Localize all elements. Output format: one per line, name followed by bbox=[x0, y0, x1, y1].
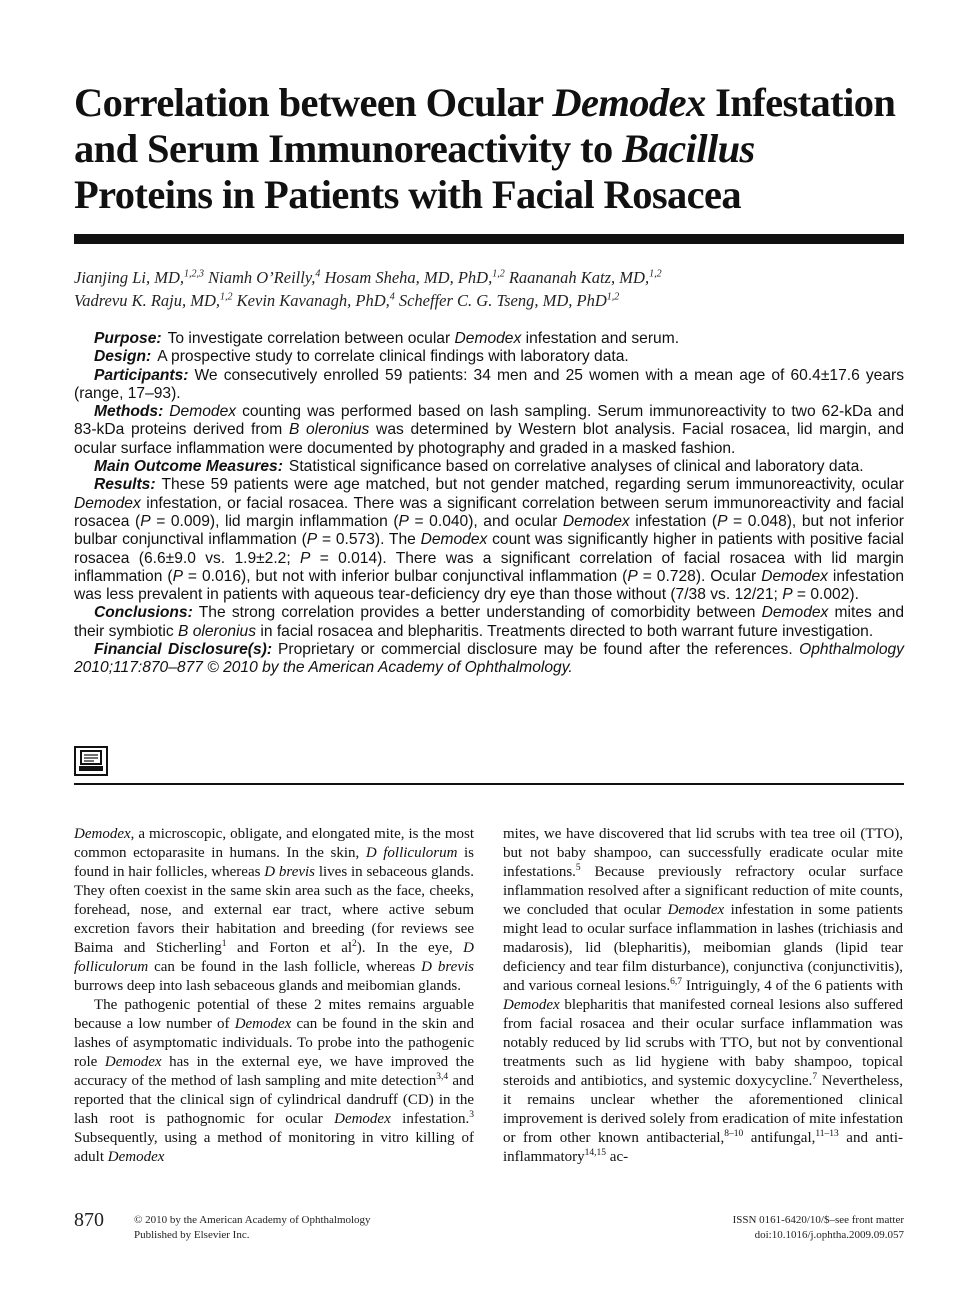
abstract-section bbox=[74, 476, 904, 604]
author-name: Scheffer C. G. Tseng, MD, PhD bbox=[394, 291, 607, 310]
computer-monitor-icon[interactable] bbox=[74, 746, 108, 776]
text-run: = 0.048), but not inferior bulbar conjunctival inflammation ( bbox=[74, 512, 904, 549]
text-run: blepharitis that manifested corneal lesions also suffered from facial rosacea and their ocular surface inflammation was notably reduced by lid scrubs with TTO, but not by conventional treatments such as lid hygiene with baby shampoo, topical steroids and antibiotics, and systemic doxycycline. bbox=[503, 997, 903, 1089]
italic-text: D brevis bbox=[421, 959, 474, 975]
affiliation-ref: 1,2 bbox=[606, 291, 620, 303]
italic-text: P bbox=[300, 549, 311, 567]
citation-ref[interactable]: 6,7 bbox=[670, 977, 682, 987]
text-run: Statistical significance based on correlative analyses of clinical and laboratory data. bbox=[288, 458, 864, 476]
copyright: © 2010 by the American Academy of Ophthalmology Published by Elsevier Inc. bbox=[134, 1214, 371, 1241]
italic-text: D folliculorum bbox=[365, 845, 458, 861]
text-run: burrows deep into lash sebaceous glands and meibomian glands. bbox=[74, 978, 461, 994]
abstract-section-label: Design: bbox=[94, 348, 152, 366]
abstract-section-label: Financial Disclosure(s): bbox=[94, 641, 273, 659]
italic-text: Demodex bbox=[74, 826, 131, 842]
text-run: has in the external eye, we have improved the accuracy of the method of lash sampling and mite detection bbox=[74, 1054, 474, 1089]
italic-text: Demodex bbox=[234, 1016, 292, 1032]
text-run: Intriguingly, 4 of the 6 patients with bbox=[682, 978, 903, 994]
article-title bbox=[74, 80, 914, 218]
text-run: is found in hair follicles, whereas bbox=[74, 845, 474, 880]
text-run: = 0.014). There was a significant correlation of facial rosacea with lid margin inflammation ( bbox=[74, 549, 904, 585]
text-run: These 59 patients were age matched, but not gender matched, regarding serum immunoreactivity, ocular bbox=[161, 476, 904, 494]
text-run: Nevertheless, it remains unclear whether the aforementioned clinical improvement is derived solely from eradication of mite infestation or from other known antibacterial, bbox=[503, 1073, 903, 1146]
page-footer bbox=[74, 1207, 904, 1247]
text-run: counting was performed based on lash sampling. Serum immunoreactivity to two 62-kDa and 83-kDa proteins derived from bbox=[74, 403, 904, 439]
text-run: A prospective study to correlate clinical findings with laboratory data. bbox=[157, 348, 629, 366]
italic-text: P bbox=[627, 567, 638, 585]
italic-text: B oleronius bbox=[178, 622, 257, 640]
affiliation-ref: 4 bbox=[389, 291, 395, 303]
affiliation-ref: 4 bbox=[315, 268, 321, 280]
text-run: = 0.573). The bbox=[317, 531, 421, 549]
affiliation-ref: 1,2 bbox=[492, 268, 505, 280]
citation-ref[interactable]: 11–13 bbox=[815, 1129, 839, 1139]
page-number: 870 bbox=[74, 1209, 104, 1231]
abstract-section-label: Main Outcome Measures: bbox=[94, 458, 283, 476]
italic-text: Demodex bbox=[761, 567, 828, 585]
italic-text: Demodex bbox=[334, 1111, 391, 1127]
abstract-section-label: Methods: bbox=[94, 403, 164, 421]
author-line-2 bbox=[74, 289, 904, 312]
italic-text: B oleronius bbox=[288, 421, 370, 439]
italic-text: Demodex bbox=[454, 330, 522, 347]
text-run: Because previously refractory ocular surface inflammation resolved after a significant reduction of mite counts, we concluded that ocular bbox=[503, 864, 903, 918]
abstract-section-label: Participants: bbox=[94, 366, 189, 384]
abstract-section bbox=[74, 458, 904, 476]
abstract-rule bbox=[74, 783, 904, 785]
italic-text: P bbox=[398, 512, 409, 530]
text-run: = 0.016), but not with inferior bulbar conjunctival inflammation ( bbox=[182, 567, 628, 585]
text-run: infestation in some patients might lead to ocular surface inflammation in lashes (trichiasis and madarosis), lid (blepharitis), meibomian glands (lipid tear deficiency and tear film disturbance), conjunctiva (conjunctivitis), and various corneal lesions. bbox=[503, 902, 903, 994]
title-line-1: Correlation between Ocular Demodex Infestation bbox=[74, 80, 896, 125]
text-run: To investigate correlation between ocular bbox=[167, 330, 455, 347]
text-run: infestation, or facial rosacea. There was a significant correlation between serum immunoreactivity and facial rosacea ( bbox=[74, 494, 904, 530]
author-line-1 bbox=[74, 266, 904, 289]
text-run: and reported that the clinical sign of cylindrical dandruff (CD) in the lash root is pathognomic for ocular bbox=[74, 1073, 474, 1127]
text-run: and Forton et al bbox=[226, 940, 353, 956]
body-column-right bbox=[503, 825, 903, 1167]
text-run: The strong correlation provides a better understanding of comorbidity between bbox=[198, 604, 762, 622]
text-run: and anti-inflammatory bbox=[503, 1130, 903, 1165]
italic-text: P bbox=[306, 531, 318, 549]
abstract bbox=[74, 330, 904, 678]
abstract-section bbox=[74, 604, 904, 641]
title-line-2: and Serum Immunoreactivity to Bacillus bbox=[74, 126, 755, 171]
author-name: Hosam Sheha, MD, PhD, bbox=[320, 268, 493, 287]
citation-ref[interactable]: 5 bbox=[575, 863, 581, 873]
affiliation-ref: 1,2 bbox=[220, 291, 233, 303]
abstract-section bbox=[74, 403, 904, 458]
abstract-section bbox=[74, 641, 904, 678]
author-list bbox=[74, 266, 904, 312]
body-column-left bbox=[74, 825, 474, 1167]
abstract-section bbox=[74, 367, 904, 404]
italic-text: P bbox=[140, 512, 151, 530]
text-run: mites, we have discovered that lid scrubs with tea tree oil (TTO), but not baby shampoo, can successfully eradicate ocular mite infestations. bbox=[503, 826, 903, 880]
text-run: in facial rosacea and blepharitis. Treatments directed to both warrant future investigation. bbox=[256, 622, 874, 640]
text-run: ac- bbox=[606, 1149, 629, 1165]
text-run: lives in sebaceous glands. They often coexist in the same skin area such as the face, cheeks, forehead, nose, and external ear tract, where active sebum excretion favors their habitation and breeding (for reviews see Baima and Sticherling bbox=[74, 864, 474, 956]
affiliation-ref: 1,2 bbox=[649, 268, 662, 280]
text-run: antifungal, bbox=[743, 1130, 816, 1146]
italic-text: Demodex bbox=[169, 403, 237, 421]
italic-text: Demodex bbox=[420, 531, 488, 549]
citation-ref[interactable]: 7 bbox=[812, 1072, 818, 1082]
abstract-section bbox=[74, 330, 904, 348]
text-run: The pathogenic potential of these 2 mites remains arguable because a low number of bbox=[74, 997, 474, 1032]
doi[interactable]: doi:10.1016/j.ophtha.2009.09.057 bbox=[754, 1229, 904, 1241]
abstract-section-label: Results: bbox=[94, 476, 156, 494]
citation-ref[interactable]: 1 bbox=[221, 939, 227, 949]
author-name: Jianjing Li, MD, bbox=[74, 268, 184, 287]
italic-text: Demodex bbox=[503, 997, 560, 1013]
text-run: Proprietary or commercial disclosure may be found after the references. bbox=[278, 641, 800, 659]
text-run: mites and their symbiotic bbox=[74, 604, 904, 640]
italic-text: Ophthalmology 2010;117:870–877 © 2010 by the American Academy of Ophthalmology. bbox=[74, 641, 904, 677]
author-name: Raananah Katz, MD, bbox=[504, 268, 650, 287]
body-paragraph bbox=[503, 825, 903, 1167]
body-paragraph bbox=[74, 996, 474, 1167]
issn: ISSN 0161-6420/10/$–see front matter bbox=[732, 1214, 904, 1226]
text-run: = 0.002). bbox=[792, 586, 859, 604]
citation-ref[interactable]: 3,4 bbox=[436, 1072, 449, 1082]
italic-text: D folliculorum bbox=[74, 940, 474, 975]
author-name: Kevin Kavanagh, PhD, bbox=[232, 291, 390, 310]
text-run: infestation ( bbox=[629, 512, 718, 530]
text-run: can be found in the skin and lashes of asymptomatic individuals. To probe into the pathogenic role bbox=[74, 1016, 474, 1070]
text-run: Subsequently, using a method of monitoring in vitro killing of adult bbox=[74, 1130, 474, 1165]
italic-text: P bbox=[782, 586, 793, 604]
italic-text: Demodex bbox=[761, 604, 829, 622]
text-run: = 0.040), and ocular bbox=[408, 512, 563, 530]
text-run: ). In the eye, bbox=[356, 940, 464, 956]
abstract-section-label: Conclusions: bbox=[94, 604, 193, 622]
citation-ref[interactable]: 3 bbox=[469, 1110, 474, 1120]
italic-text: Demodex bbox=[667, 902, 725, 918]
title-rule bbox=[74, 234, 904, 244]
italic-text: Demodex bbox=[562, 512, 630, 530]
italic-text: D brevis bbox=[264, 864, 316, 880]
text-run: can be found in the lash follicle, whereas bbox=[148, 959, 422, 975]
italic-text: Demodex bbox=[107, 1149, 165, 1165]
citation-ref[interactable]: 14,15 bbox=[584, 1148, 607, 1158]
italic-text: Demodex bbox=[104, 1054, 162, 1070]
citation-ref[interactable]: 8–10 bbox=[724, 1129, 744, 1139]
text-run: We consecutively enrolled 59 patients: 34 men and 25 women with a mean age of 60.4±17.6 years (range, 17–93). bbox=[74, 366, 904, 402]
text-run: infestation and serum. bbox=[521, 330, 680, 347]
text-run: , a microscopic, obligate, and elongated mite, is the most common ectoparasite in humans. In the skin, bbox=[74, 826, 474, 861]
body-paragraph bbox=[74, 825, 474, 996]
italic-text: P bbox=[172, 567, 183, 585]
text-run: infestation. bbox=[390, 1111, 470, 1127]
italic-text: Demodex bbox=[74, 494, 141, 512]
text-run: infestation was less prevalent in patients with aqueous tear-deficiency dry eye than those without (7/38 vs. 12/21; bbox=[74, 567, 904, 604]
author-name: Niamh O’Reilly, bbox=[204, 268, 316, 287]
issn-doi bbox=[733, 1213, 904, 1243]
abstract-section-label: Purpose: bbox=[94, 330, 162, 347]
citation-ref[interactable]: 2 bbox=[352, 939, 357, 949]
text-run: = 0.728). Ocular bbox=[637, 567, 762, 585]
text-run: was determined by Western blot analysis. Facial rosacea, lid margin, and ocular surface inflammation were documented by photography and graded in a masked fashion. bbox=[74, 421, 905, 457]
abstract-section bbox=[74, 348, 904, 366]
text-run: = 0.009), lid margin inflammation ( bbox=[150, 512, 399, 530]
title-line-3: Proteins in Patients with Facial Rosacea bbox=[74, 172, 742, 217]
author-name: Vadrevu K. Raju, MD, bbox=[74, 291, 221, 310]
italic-text: P bbox=[717, 512, 728, 530]
affiliation-ref: 1,2,3 bbox=[184, 268, 204, 280]
text-run: count was significantly higher in patients with positive facial rosacea (6.6±9.0 vs. 1.9±2.2; bbox=[74, 531, 904, 567]
